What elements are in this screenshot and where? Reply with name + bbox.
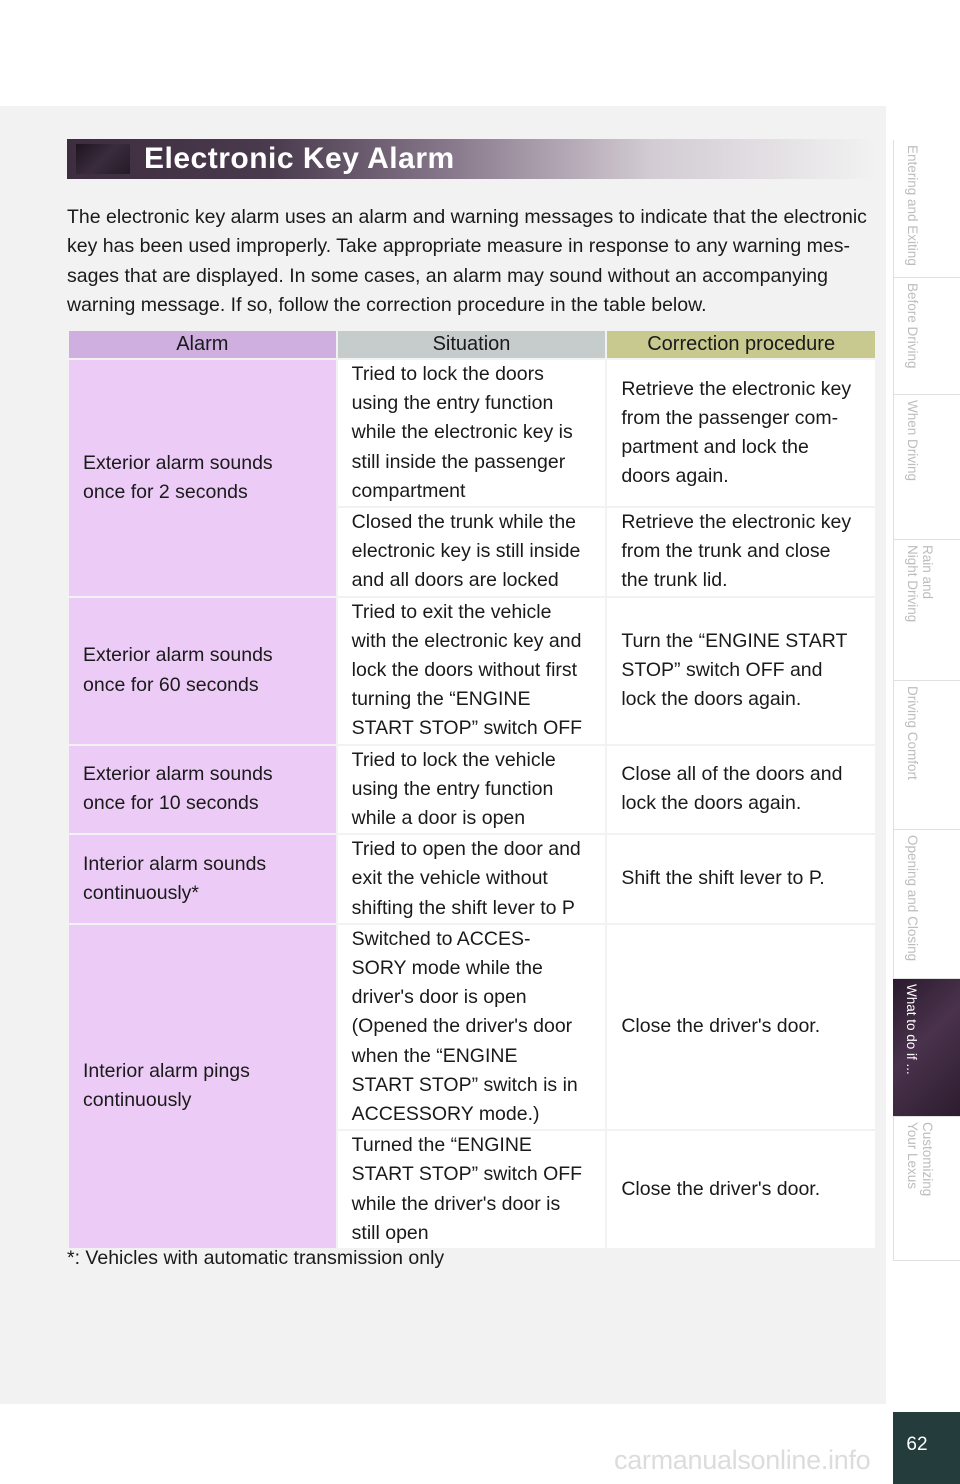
table-row (69, 598, 875, 744)
situation-cell (338, 598, 606, 744)
header-situation: Situation (338, 331, 606, 358)
situation-cell (338, 925, 606, 1129)
intro-line: The electronic key alarm uses an alarm and warning messages to indicate that the electronic (67, 206, 867, 228)
situation-line: Tried to lock the vehicle (351, 748, 556, 771)
correction-line: Shift the shift lever to P. (621, 867, 825, 890)
page-number: 62 (906, 1434, 928, 1455)
situation-line: lock the doors without first (351, 659, 578, 682)
correction-line: Retrieve the electronic key (621, 511, 852, 534)
situation-line: using the entry function (351, 392, 554, 415)
section-title: Electronic Key Alarm (144, 142, 455, 175)
correction-line: from the passenger com- (621, 406, 839, 429)
chapter-tab-1[interactable] (893, 278, 960, 395)
situation-line: Tried to exit the vehicle (351, 600, 552, 623)
alarm-line: Interior alarm sounds (83, 852, 267, 875)
section-title-bar (67, 139, 877, 179)
situation-cell (338, 508, 606, 596)
table-row (69, 360, 875, 506)
correction-line: lock the doors again. (621, 688, 802, 711)
correction-cell (607, 925, 875, 1129)
situation-cell (338, 360, 606, 506)
situation-line: START STOP” switch OFF (351, 717, 583, 740)
table-row (69, 925, 875, 1129)
situation-cell (338, 835, 606, 923)
intro-paragraph (67, 203, 879, 320)
situation-line: electronic key is still inside (351, 540, 581, 563)
chapter-tab-4[interactable] (893, 681, 960, 830)
chapter-tab-0[interactable] (893, 140, 960, 278)
correction-cell (607, 835, 875, 923)
situation-line: turning the “ENGINE (351, 688, 531, 711)
chapter-tab-3[interactable] (893, 540, 960, 681)
header-correction: Correction procedure (607, 331, 875, 358)
situation-line: while the electronic key is (351, 421, 573, 444)
situation-line: SORY mode while the (351, 957, 543, 980)
correction-line: Turn the “ENGINE START (621, 629, 848, 652)
alarm-cell (69, 925, 336, 1248)
page-number-box (893, 1412, 960, 1484)
footnote: *: Vehicles with automatic transmission only (67, 1247, 445, 1269)
situation-line: when the “ENGINE (351, 1044, 518, 1067)
title-decoration (76, 144, 130, 174)
situation-line: ACCESSORY mode.) (351, 1103, 540, 1126)
situation-line: shifting the shift lever to P (351, 896, 575, 919)
alarm-cell (69, 835, 336, 923)
alarm-line: once for 60 seconds (83, 673, 259, 696)
chapter-tab-label: When Driving (905, 400, 920, 482)
alarm-cell (69, 360, 336, 596)
situation-line: Switched to ACCES- (351, 927, 531, 950)
alarm-line: once for 10 seconds (83, 792, 259, 815)
header-alarm: Alarm (69, 331, 336, 358)
chapter-tab-label: Opening and Closing (905, 835, 920, 962)
chapter-tab-label: Before Driving (905, 283, 920, 369)
correction-line: STOP” switch OFF and (621, 659, 823, 682)
chapter-tab-label: What to do if ... (904, 984, 919, 1075)
alarm-line: Exterior alarm sounds (83, 644, 273, 667)
alarm-line: Interior alarm pings (83, 1060, 250, 1083)
correction-line: Close the driver's door. (621, 1178, 821, 1201)
situation-cell (338, 746, 606, 834)
correction-line: Close the driver's door. (621, 1015, 821, 1038)
situation-cell (338, 1131, 606, 1248)
correction-line: Retrieve the electronic key (621, 377, 852, 400)
situation-line: START STOP” switch is in (351, 1073, 578, 1096)
situation-line: (Opened the driver's door (351, 1015, 573, 1038)
alarm-line: Exterior alarm sounds (83, 763, 273, 786)
situation-line: and all doors are locked (351, 569, 559, 592)
chapter-tabs (893, 140, 960, 1261)
chapter-tab-6[interactable] (893, 979, 960, 1117)
chapter-tab-2[interactable] (893, 395, 960, 540)
table-row (69, 746, 875, 834)
correction-cell (607, 1131, 875, 1248)
intro-line: sages that are displayed. In some cases, an alarm may sound without an accompanying (67, 264, 828, 287)
chapter-tab-label: Entering and Exiting (905, 145, 920, 266)
situation-line: START STOP” switch OFF (351, 1163, 583, 1186)
alarm-cell (69, 746, 336, 834)
correction-line: doors again. (621, 465, 729, 488)
situation-line: still inside the passenger (351, 450, 566, 473)
situation-line: while a door is open (351, 807, 526, 830)
correction-line: lock the doors again. (621, 792, 802, 815)
correction-cell (607, 360, 875, 506)
correction-line: partment and lock the (621, 436, 809, 458)
chapter-tab-5[interactable] (893, 830, 960, 979)
alarm-line: continuously* (83, 882, 199, 905)
chapter-tab-7[interactable] (893, 1117, 960, 1261)
intro-line: key has been used improperly. Take appropriate measure in response to any warning mes- (67, 235, 850, 258)
alarm-line: Exterior alarm sounds (83, 451, 273, 474)
chapter-tab-label: Driving Comfort (905, 686, 920, 780)
correction-cell (607, 746, 875, 834)
correction-line: Close all of the doors and (621, 763, 843, 786)
correction-cell (607, 598, 875, 744)
alarm-cell (69, 598, 336, 744)
chapter-tab-label: Rain and Night Driving (905, 545, 935, 623)
alarm-line: continuously (83, 1089, 192, 1112)
situation-line: compartment (351, 479, 466, 502)
correction-line: the trunk lid. (621, 569, 728, 592)
situation-line: driver's door is open (351, 986, 527, 1009)
intro-line: warning message. If so, follow the correction procedure in the table below. (67, 293, 707, 316)
situation-line: using the entry function (351, 777, 554, 800)
situation-line: Turned the “ENGINE (351, 1134, 532, 1157)
table-header-row (69, 331, 875, 358)
situation-line: while the driver's door is (351, 1192, 561, 1215)
situation-line: Tried to lock the doors (351, 363, 544, 385)
situation-line: Tried to open the door and (351, 838, 581, 861)
alarm-line: once for 2 seconds (83, 480, 248, 503)
situation-line: Closed the trunk while the (351, 511, 577, 534)
watermark: carmanualsonline.info (614, 1445, 871, 1475)
situation-line: with the electronic key and (351, 629, 582, 652)
chapter-tab-label: Customizing Your Lexus (905, 1122, 935, 1197)
table-body (69, 360, 875, 1248)
correction-line: from the trunk and close (621, 540, 831, 563)
alarm-table (67, 329, 877, 1250)
situation-line: still open (351, 1221, 429, 1244)
table-row (69, 835, 875, 923)
situation-line: exit the vehicle without (351, 867, 548, 890)
correction-cell (607, 508, 875, 596)
